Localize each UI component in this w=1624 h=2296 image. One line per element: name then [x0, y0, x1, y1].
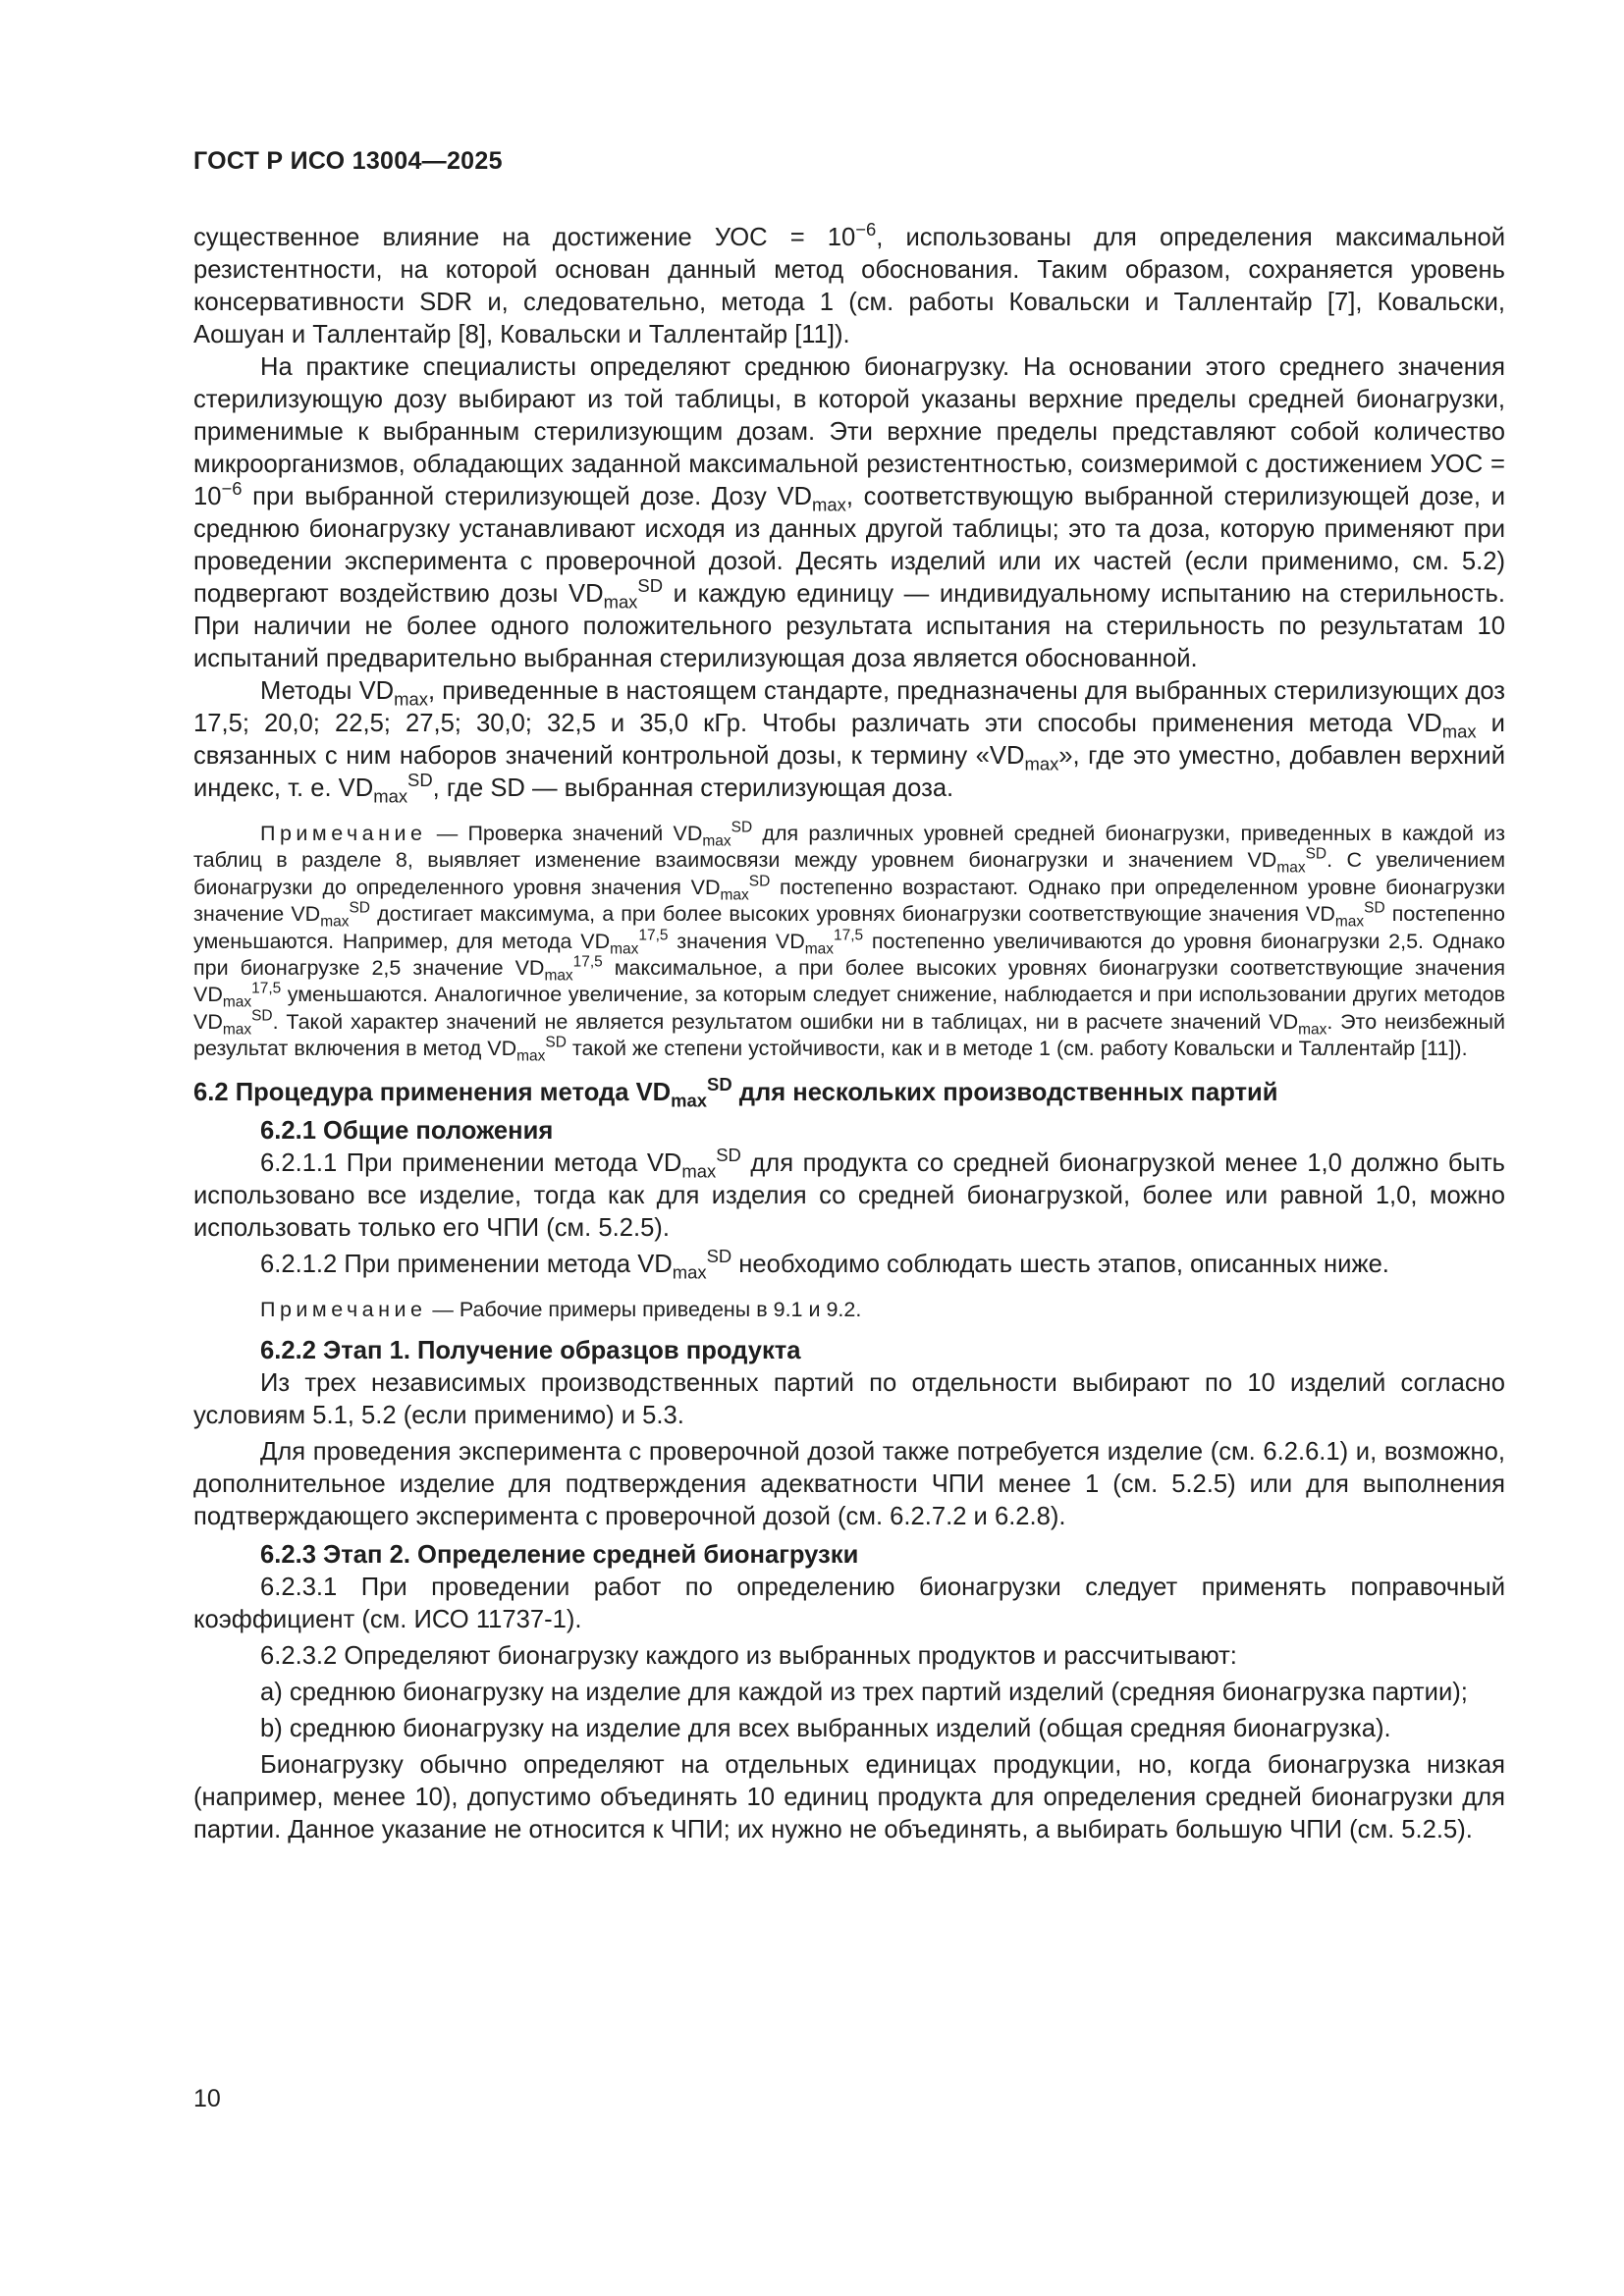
- subsection-heading: 6.2.1 Общие положения: [260, 1116, 554, 1145]
- page-number: 10: [193, 2085, 221, 2112]
- subsection-heading: 6.2.3 Этап 2. Определение средней бионагрузки: [260, 1541, 859, 1570]
- paragraph: существенное влияние на достижение УОС = $10^{-6}$, использованы для определения максимальной резистентности, на которой основан данный метод обоснования. Таким образом, сохраняется уровень консервативности SDR и, следовательно, метода 1 (см. работы Ковальски и Таллентайр [7], Ковальски, Аошуан и Таллентайр [8], Ковальски и Таллентайр [11]).: [193, 218, 1505, 348]
- paragraph: Бионагрузку обычно определяют на отдельных единицах продукции, но, когда бионагрузка низкая (например, менее 10), допустимо объединять 10 единиц продукта для определения средней бионагрузки для партии. Данное указание не относится к ЧПИ; их нужно не объединять, а выбирать большую ЧПИ (см. 5.2.5).: [193, 1751, 1505, 1844]
- paragraph: Методы $VD_{max}$, приведенные в настоящем стандарте, предназначены для выбранных стерилизующих доз 17,5; 20,0; 22,5; 27,5; 30,0; 32,5 и 35,0 кГр. Чтобы различать эти способы применения метода $VD_{max}$ и связанных с ним наборов значений контрольной дозы, к термину «$VD_{max}$», где это уместно, добавлен верхний индекс, т. е. $VD_{max}^{SD}$, где SD — выбранная стерилизующая доза.: [193, 677, 1505, 807]
- paragraph: 6.2.3.2 Определяют бионагрузку каждого из выбранных продуктов и рассчитывают:: [260, 1642, 1237, 1671]
- note: Примечание — Рабочие примеры приведены в 9.1 и 9.2.: [260, 1297, 862, 1321]
- page-content: [193, 218, 1505, 1846]
- section-heading: 6.2 Процедура применения метода $VD_{max}^{SD}$ для нескольких производственных партий: [193, 1073, 1278, 1111]
- paragraph: На практике специалисты определяют среднюю бионагрузку. На основании этого среднего значения стерилизующую дозу выбирают из той таблицы, в которой указаны верхние пределы средней бионагрузки, применимые к выбранным стерилизующим дозам. Эти верхние пределы представляют собой количество микроорганизмов, обладающих заданной максимальной резистентностью, соизмеримой с достижением УОС = $10^{-6}$ при выбранной стерилизующей дозе. Дозу $VD_{max}$, соответствующую выбранной стерилизующей дозе, и среднюю бионагрузку устанавливают исходя из данных другой таблицы; это та доза, которую применяют при проведении эксперимента с проверочной дозой. Десять изделий или их частей (если применимо, см. 5.2) подвергают воздействию дозы $VD_{max}^{SD}$ и каждую единицу — индивидуальному испытанию на стерильность. При наличии не более одного положительного результата испытания на стерильность по результатам 10 испытаний предварительно выбранная стерилизующая доза является обоснованной.: [193, 353, 1505, 672]
- note-label: Примечание: [260, 822, 427, 845]
- paragraph: Из трех независимых производственных партий по отдельности выбирают по 10 изделий согласно условиям 5.1, 5.2 (если применимо) и 5.3.: [193, 1369, 1505, 1430]
- document-header: ГОСТ Р ИСО 13004—2025: [193, 147, 503, 175]
- list-item: b) среднюю бионагрузку на изделие для всех выбранных изделий (общая средняя бионагрузка).: [260, 1715, 1391, 1743]
- note: Примечание — Проверка значений $VD_{max}^{SD}$ для различных уровней средней бионагрузки, приведенных в каждой из таблиц в разделе 8, выявляет изменение взаимосвязи между уровнем бионагрузки и значением $VD_{max}^{SD}$. С увеличением бионагрузки до определенного уровня значения $VD_{max}^{SD}$ постепенно возрастают. Однако при определенном уровне бионагрузки значение $VD_{max}^{SD}$ достигает максимума, а при более высоких уровнях бионагрузки соответствующие значения $VD_{max}^{SD}$ постепенно уменьшаются. Например, для метода $VD_{max}^{17,5}$ значения $VD_{max}^{17,5}$ постепенно увеличиваются до уровня бионагрузки 2,5. Однако при бионагрузке 2,5 значение $VD_{max}^{17,5}$ максимальное, а при более высоких уровнях бионагрузки соответствующие значения $VD_{max}^{17,5}$ уменьшаются. Аналогичное увеличение, за которым следует снижение, наблюдается и при использовании других методов $VD_{max}^{SD}$. Такой характер значений не является результатом ошибки ни в таблицах, ни в расчете значений $VD_{max}$. Это неизбежный результат включения в метод $VD_{max}^{SD}$ такой же степени устойчивости, как и в методе 1 (см. работу Ковальски и Таллентайр [11]).: [193, 819, 1505, 1065]
- paragraph: 6.2.3.1 При проведении работ по определению бионагрузки следует применять поправочный коэффициент (см. ИСО 11737-1).: [193, 1574, 1505, 1634]
- paragraph: 6.2.1.1 При применении метода $VD_{max}^{SD}$ для продукта со средней бионагрузкой менее 1,0 должно быть использовано все изделие, тогда как для изделия со средней бионагрузкой, более или равной 1,0, можно использовать только его ЧПИ (см. 5.2.5).: [193, 1144, 1505, 1242]
- note-label: Примечание: [260, 1297, 427, 1321]
- paragraph: 6.2.1.2 При применении метода $VD_{max}^{SD}$ необходимо соблюдать шесть этапов, описанных ниже.: [260, 1245, 1389, 1283]
- subsection-heading: 6.2.2 Этап 1. Получение образцов продукта: [260, 1337, 801, 1365]
- paragraph: Для проведения эксперимента с проверочной дозой также потребуется изделие (см. 6.2.6.1) и, возможно, дополнительное изделие для подтверждения адекватности ЧПИ менее 1 (см. 5.2.5) или для выполнения подтверждающего эксперимента с проверочной дозой (см. 6.2.7.2 и 6.2.8).: [193, 1438, 1505, 1531]
- list-item: a) среднюю бионагрузку на изделие для каждой из трех партий изделий (средняя бионагрузка партии);: [260, 1679, 1468, 1707]
